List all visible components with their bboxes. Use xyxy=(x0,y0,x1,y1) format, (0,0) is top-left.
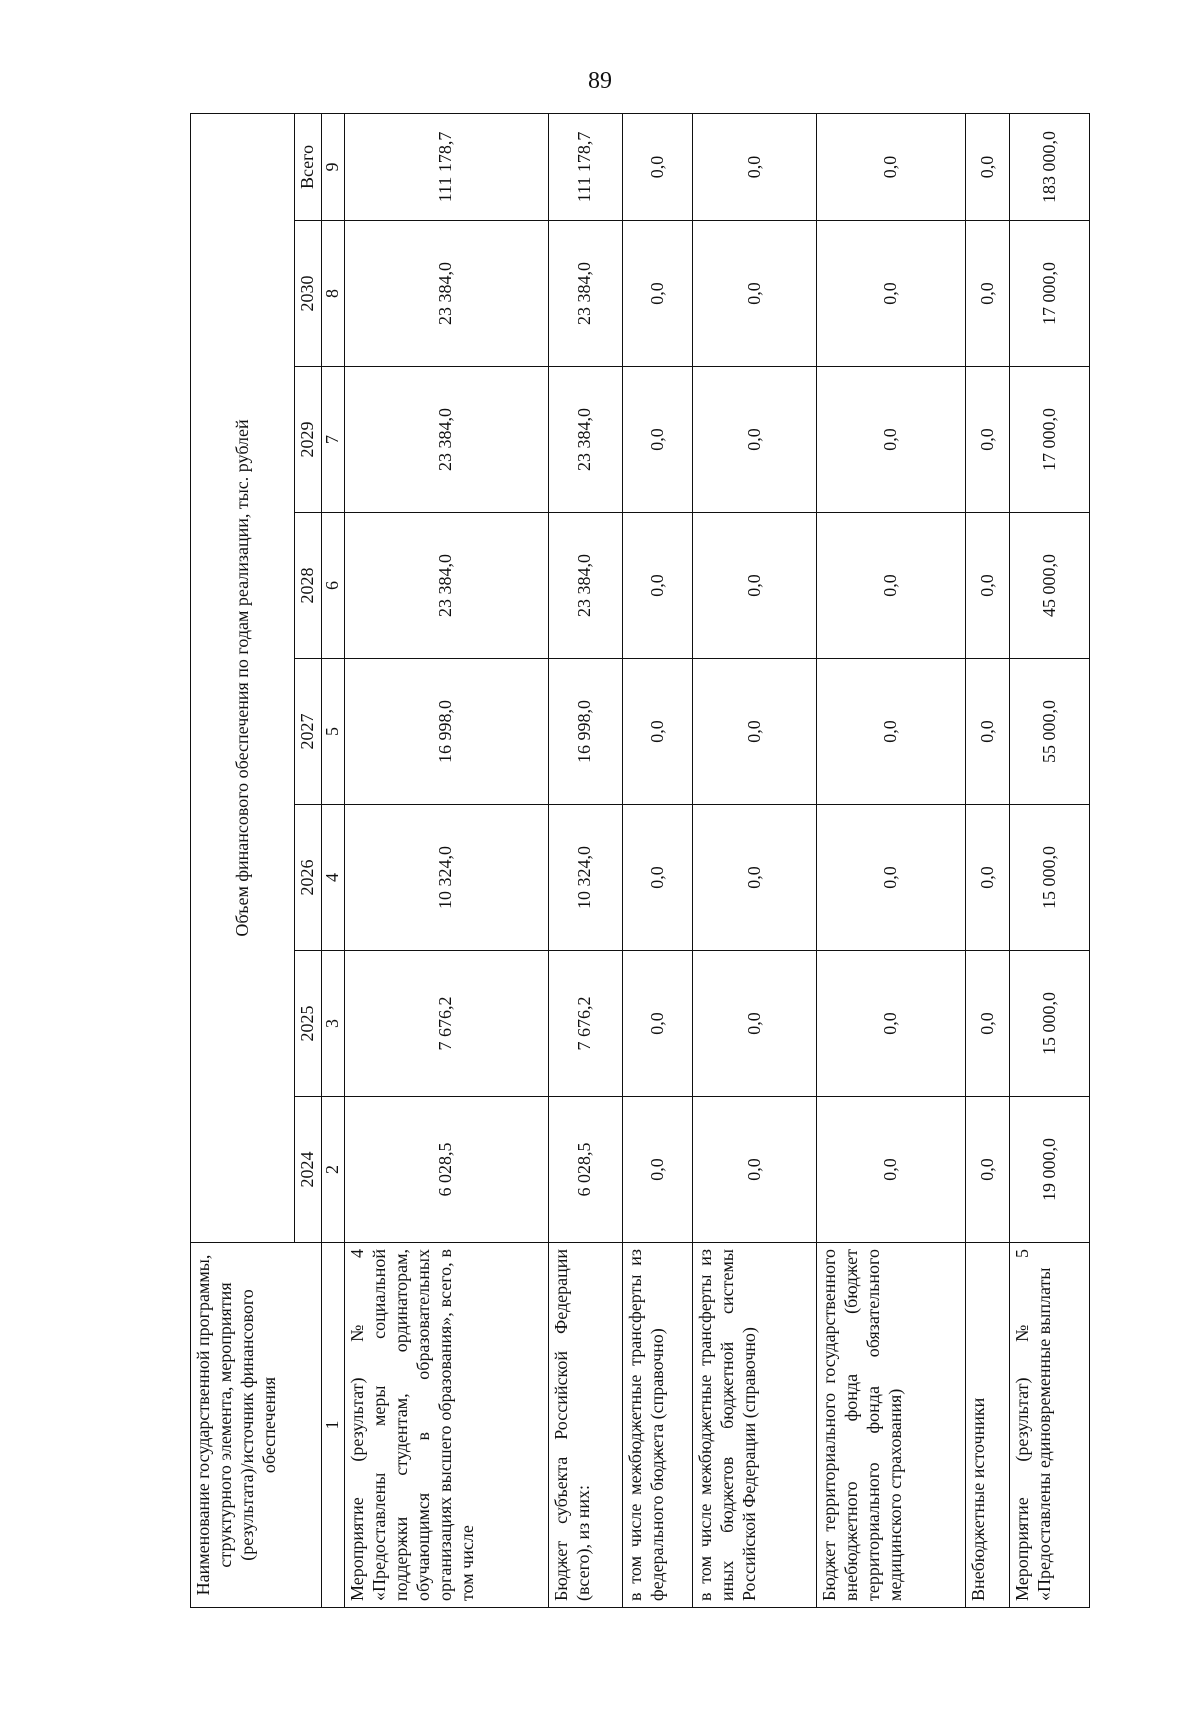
column-number: 6 xyxy=(321,513,344,659)
cell-value: 0,0 xyxy=(622,1097,692,1243)
row-name: в том числе межбюджетные трансферты из иных бюджетов бюджетной системы Российской Федерации (справочно) xyxy=(693,1243,817,1608)
cell-value: 0,0 xyxy=(817,805,966,951)
column-number: 4 xyxy=(321,805,344,951)
column-number: 5 xyxy=(321,659,344,805)
cell-value: 0,0 xyxy=(965,113,1010,220)
cell-value: 0,0 xyxy=(693,1097,817,1243)
cell-value: 17 000,0 xyxy=(1010,221,1090,367)
cell-value: 17 000,0 xyxy=(1010,367,1090,513)
cell-value: 7 676,2 xyxy=(548,951,622,1097)
cell-value: 0,0 xyxy=(965,367,1010,513)
cell-value: 0,0 xyxy=(965,951,1010,1097)
column-number: 1 xyxy=(321,1243,344,1608)
financing-table xyxy=(190,113,1090,1608)
cell-value: 0,0 xyxy=(622,221,692,367)
cell-value: 16 998,0 xyxy=(548,659,622,805)
header-name-column: Наименование государственной программы, структурного элемента, мероприятия (результата)/источник финансового обеспечения xyxy=(191,1243,322,1608)
table-row xyxy=(344,113,548,1607)
cell-value: 111 178,7 xyxy=(548,113,622,220)
cell-value: 0,0 xyxy=(817,367,966,513)
cell-value: 45 000,0 xyxy=(1010,513,1090,659)
cell-value: 0,0 xyxy=(693,513,817,659)
header-group-title: Объем финансового обеспечения по годам реализации, тыс. рублей xyxy=(191,113,295,1242)
header-year: 2027 xyxy=(295,659,322,805)
cell-value: 0,0 xyxy=(817,113,966,220)
header-year: 2030 xyxy=(295,221,322,367)
cell-value: 0,0 xyxy=(622,113,692,220)
cell-value: 23 384,0 xyxy=(344,367,548,513)
cell-value: 0,0 xyxy=(693,221,817,367)
cell-value: 0,0 xyxy=(817,1097,966,1243)
cell-value: 15 000,0 xyxy=(1010,805,1090,951)
header-total: Всего xyxy=(295,113,322,220)
cell-value: 0,0 xyxy=(817,513,966,659)
cell-value: 0,0 xyxy=(693,113,817,220)
cell-value: 0,0 xyxy=(965,221,1010,367)
page-number: 89 xyxy=(588,68,612,94)
column-number: 2 xyxy=(321,1097,344,1243)
table-row xyxy=(693,113,817,1607)
table-row xyxy=(1010,113,1090,1607)
table-row xyxy=(965,113,1010,1607)
row-name: в том числе межбюджетные трансферты из федерального бюджета (справочно) xyxy=(622,1243,692,1608)
cell-value: 0,0 xyxy=(817,951,966,1097)
header-year: 2026 xyxy=(295,805,322,951)
cell-value: 183 000,0 xyxy=(1010,113,1090,220)
column-number: 7 xyxy=(321,367,344,513)
header-year: 2028 xyxy=(295,513,322,659)
row-name: Мероприятие (результат) № 4 «Предоставлены меры социальной поддержки студентам, ординаторам, обучающимся в образовательных организациях высшего образования», всего, в том числе xyxy=(344,1243,548,1608)
cell-value: 0,0 xyxy=(965,513,1010,659)
cell-value: 10 324,0 xyxy=(548,805,622,951)
cell-value: 23 384,0 xyxy=(548,513,622,659)
header-year: 2025 xyxy=(295,951,322,1097)
cell-value: 15 000,0 xyxy=(1010,951,1090,1097)
cell-value: 6 028,5 xyxy=(344,1097,548,1243)
cell-value: 0,0 xyxy=(693,367,817,513)
row-name: Бюджет субъекта Российской Федерации (всего), из них: xyxy=(548,1243,622,1608)
cell-value: 16 998,0 xyxy=(344,659,548,805)
cell-value: 0,0 xyxy=(817,659,966,805)
table-row xyxy=(622,113,692,1607)
cell-value: 19 000,0 xyxy=(1010,1097,1090,1243)
header-year: 2024 xyxy=(295,1097,322,1243)
cell-value: 0,0 xyxy=(965,659,1010,805)
table-row xyxy=(548,113,622,1607)
column-number: 3 xyxy=(321,951,344,1097)
cell-value: 0,0 xyxy=(965,805,1010,951)
cell-value: 23 384,0 xyxy=(344,221,548,367)
cell-value: 0,0 xyxy=(622,951,692,1097)
cell-value: 0,0 xyxy=(622,513,692,659)
cell-value: 10 324,0 xyxy=(344,805,548,951)
row-name: Мероприятие (результат) № 5 «Предоставлены единовременные выплаты xyxy=(1010,1243,1090,1608)
header-year: 2029 xyxy=(295,367,322,513)
column-number: 8 xyxy=(321,221,344,367)
cell-value: 0,0 xyxy=(817,221,966,367)
cell-value: 0,0 xyxy=(965,1097,1010,1243)
column-number: 9 xyxy=(321,113,344,220)
cell-value: 111 178,7 xyxy=(344,113,548,220)
row-name: Внебюджетные источники xyxy=(965,1243,1010,1608)
table-row xyxy=(817,113,966,1607)
cell-value: 7 676,2 xyxy=(344,951,548,1097)
cell-value: 0,0 xyxy=(693,659,817,805)
rotated-table-container xyxy=(190,114,1090,1608)
cell-value: 23 384,0 xyxy=(344,513,548,659)
cell-value: 6 028,5 xyxy=(548,1097,622,1243)
row-name: Бюджет территориального государственного внебюджетного фонда (бюджет территориального фонда обязательного медицинского страхования) xyxy=(817,1243,966,1608)
cell-value: 0,0 xyxy=(693,951,817,1097)
cell-value: 0,0 xyxy=(622,805,692,951)
cell-value: 0,0 xyxy=(693,805,817,951)
cell-value: 23 384,0 xyxy=(548,221,622,367)
cell-value: 55 000,0 xyxy=(1010,659,1090,805)
cell-value: 0,0 xyxy=(622,367,692,513)
cell-value: 23 384,0 xyxy=(548,367,622,513)
cell-value: 0,0 xyxy=(622,659,692,805)
